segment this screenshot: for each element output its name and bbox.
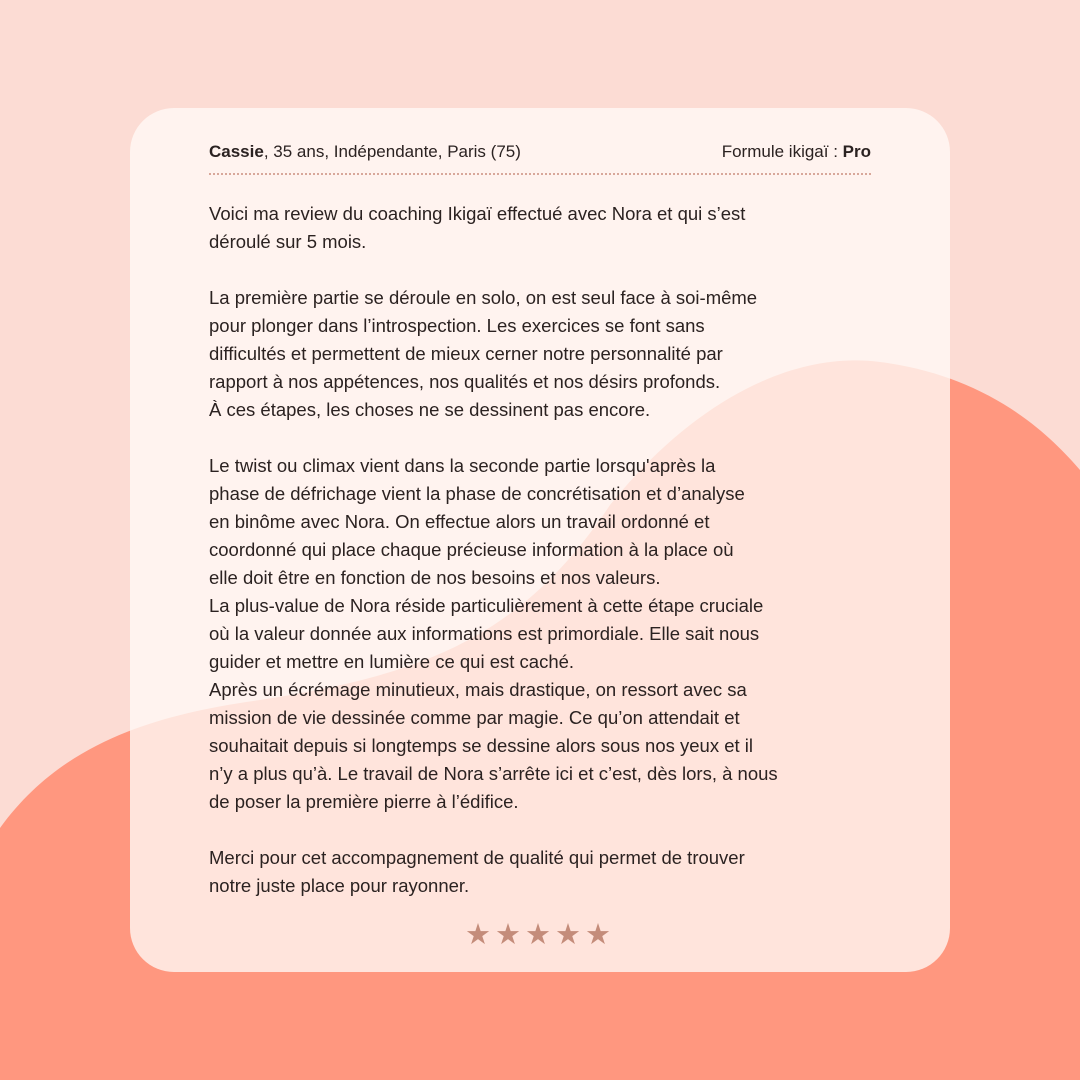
star-rating bbox=[130, 918, 950, 952]
plan-info bbox=[722, 141, 871, 163]
review-header bbox=[209, 141, 871, 165]
star-icon: ★ bbox=[465, 919, 495, 951]
plan-label: Formule ikigaï : bbox=[721, 142, 843, 161]
review-paragraph: Le twist ou climax vient dans la seconde partie lorsqu'après la phase de défrichage vient la phase de concrétisation et d’analyse en binôme avec Nora. On effectue alors un travail ordonné et coordonné qui place chaque précieuse information à la place où elle doit être en fonction de nos besoins et nos valeurs. La plus-value de Nora réside particulièrement à cette étape cruciale où la valeur donnée aux informations est primordiale. Elle sait nous guider et mettre en lumière ce qui est caché. Après un écrémage minutieux, mais drastique, on ressort avec sa mission de vie dessinée comme par magie. Ce qu’on attendait et souhaitait depuis si longtemps se dessine alors sous nos yeux et il n’y a plus qu’à. Le travail de Nora s’arrête ici et c’est, dès lors, à nous de poser la première pierre à l’édifice. bbox=[209, 455, 778, 812]
star-icon: ★ bbox=[525, 919, 555, 951]
review-text bbox=[209, 200, 909, 900]
review-card bbox=[130, 108, 950, 972]
reviewer-info bbox=[209, 141, 521, 163]
reviewer-details: , 35 ans, Indépendante, Paris (75) bbox=[263, 142, 521, 161]
review-paragraph: Voici ma review du coaching Ikigaï effectué avec Nora et qui s’est déroulé sur 5 mois. bbox=[209, 203, 746, 252]
plan-value: Pro bbox=[842, 142, 871, 161]
header-divider bbox=[209, 173, 871, 175]
star-icon: ★ bbox=[495, 919, 525, 951]
review-paragraph: Merci pour cet accompagnement de qualité qui permet de trouver notre juste place pour rayonner. bbox=[209, 847, 745, 896]
star-icon: ★ bbox=[555, 919, 585, 951]
reviewer-name: Cassie bbox=[209, 142, 264, 161]
star-icon: ★ bbox=[585, 919, 615, 951]
review-paragraph: La première partie se déroule en solo, on est seul face à soi-même pour plonger dans l’introspection. Les exercices se font sans difficultés et permettent de mieux cerner notre personnalité par rapport à nos appétences, nos qualités et nos désirs profonds. À ces étapes, les choses ne se dessinent pas encore. bbox=[209, 287, 758, 420]
